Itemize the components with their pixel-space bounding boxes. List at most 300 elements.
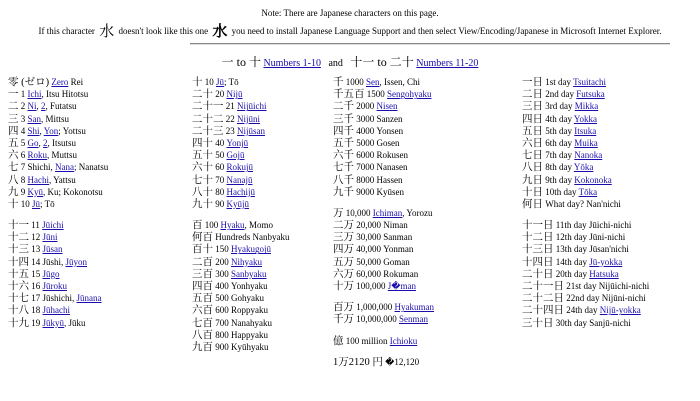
list-item [522,149,649,161]
reading-link[interactable]: Nijūichi [237,101,267,112]
kanji: 何百 [192,232,213,244]
reading: Nijūni-nichi [601,293,646,304]
kanji: 三千 [333,113,354,125]
list-item [8,219,108,231]
kanji: 九 [8,186,19,198]
numeral: 4 [18,125,28,136]
reading-link[interactable]: Hyakugojū [231,244,271,255]
numeral: 700 [213,317,231,328]
nav-kanji-1: 一 to 十 [221,55,261,69]
reading-link[interactable]: Nanajū [226,174,253,185]
kanji: 零 (ゼロ) [8,77,50,88]
numeral: 5th day [543,125,575,136]
numeral: 21st day [564,281,599,291]
numeral: 18 [29,305,43,316]
numeral: 900 [213,341,231,352]
list-item [192,174,289,186]
kanji: 十六 [8,281,29,292]
reading-link[interactable]: Go [27,137,39,148]
reading-link[interactable]: Yōka [573,162,594,173]
numeral: 100,000 [354,281,388,291]
reading-extra: , Itsutsu [47,137,77,148]
kanji: 百 [192,220,203,232]
kanji: 五十 [192,150,213,162]
list-item [522,137,649,149]
numeral: 100 [202,220,221,231]
list-item [192,88,289,100]
reading-link[interactable]: Hyaku [220,220,245,231]
list-item [8,292,108,304]
list-item [522,292,649,304]
reading-link[interactable]: Jūhachi [42,305,70,316]
list-item [522,174,649,186]
list-item [8,113,108,125]
reading-extra: , Muttsu [47,150,78,161]
reading-extra: ; Nanatsu [74,162,109,173]
list-item [333,268,434,280]
reading: Sanman [383,232,413,243]
reading-link[interactable]: Nijū [226,89,243,100]
list-item [192,317,289,329]
reading: Nanahyaku [231,317,272,328]
kanji: 八百 [192,329,213,341]
list-item [8,231,108,243]
reading: �12,120 [385,356,420,367]
reading: Hundreds Nanbyaku [215,232,290,243]
reading-link[interactable]: Tsuitachi [573,77,606,87]
kanji: 六十 [192,162,213,174]
row-gap [333,292,434,301]
sample-char-2: 水 [212,24,228,40]
list-item [522,268,649,280]
list-item [192,100,289,112]
numeral: 19 [29,317,43,328]
list-item [333,88,434,100]
reading-link[interactable]: Mikka [574,101,599,112]
reading: Gosen [376,137,400,148]
kanji: 十五 [8,268,29,280]
reading-link[interactable]: Ichioku [389,335,418,346]
numeral: 800 [213,329,231,340]
list-item [333,161,434,173]
kanji: 二十一 [192,101,224,113]
kanji: 五 [8,137,19,149]
numeral: 2000 [354,101,377,112]
kanji: 二十三 [192,125,224,137]
kanji: 十万 [333,281,354,292]
reading: Sanzen [376,113,403,124]
list-item [333,113,434,125]
reading-link[interactable]: Tōka [578,186,598,197]
list-item [8,76,108,88]
list-item [522,304,649,316]
kanji: 一 [8,89,19,101]
reading-link[interactable]: 2 [43,137,48,148]
numeral: 10 [202,77,216,87]
reading-link[interactable]: Yokka [573,113,598,124]
kanji: 二十 [192,89,213,101]
kanji: 五万 [333,256,354,268]
kanji: 四百 [192,281,213,292]
reading-link[interactable]: Hatsuka [589,268,619,279]
reading: Jūichi-nichi [588,220,632,231]
reading-link[interactable]: Hyakuman [394,302,434,313]
reading-link[interactable]: Jūsan [42,244,63,255]
numeral: 100 million [343,335,390,346]
list-item [8,149,108,161]
reading-link[interactable]: Kyū [27,186,43,197]
list-item [8,317,108,329]
reading-link[interactable]: Jūkyū [42,317,65,328]
numeral: 22 [223,113,237,124]
kanji: 七 [8,162,19,174]
numeral: 9000 [354,186,377,197]
kanji: 八 [8,174,19,186]
reading-link[interactable]: Ni [27,101,37,112]
numeral: 30th day [553,317,590,328]
reading-link[interactable]: Jūichi [42,220,64,231]
list-item [333,243,434,255]
reading-link[interactable]: Ichi [27,89,42,100]
reading: Goman [383,256,410,267]
kanji: 十 [8,198,19,210]
reading-link[interactable]: Itsuka [574,125,597,136]
numeral: 60 [213,162,227,173]
numeral: 10th day [543,186,579,197]
numeral: 5 [18,137,28,148]
list-item: 二 2 Ni, 2, Futatsu [8,101,77,113]
numeral: 8000 [354,174,377,185]
list-item [333,313,434,325]
reading-link[interactable]: Muika [574,137,598,148]
kanji: 二十二 [192,113,224,125]
reading-link[interactable]: Nisen [376,101,398,112]
list-item [192,161,289,173]
list-item [522,186,649,198]
list-item [333,256,434,268]
reading: Kyūhyaku [231,341,269,352]
kanji: 三十日 [522,317,554,329]
list-item [192,231,289,243]
kanji: 八千 [333,174,354,186]
kanji: 何日 [522,198,543,210]
numeral: 50,000 [354,256,384,267]
kanji: 七千 [333,162,354,174]
list-item [333,335,434,347]
kanji: 二十日 [522,268,554,280]
reading-link[interactable]: Yon [43,125,59,136]
reading: Hassen [376,174,403,185]
numeral: 12 [29,232,43,243]
reading: Jūshi, [42,256,66,267]
encoding-instructions [0,20,700,41]
numeral: 15 [29,268,43,279]
instr-mid: doesn't look like this one [118,26,209,36]
list-item [192,292,289,304]
reading-link[interactable]: Jūni [42,232,58,243]
numeral: 13 [29,244,43,255]
list-item [522,231,649,243]
kanji: 億 [333,335,344,347]
list-item [522,243,649,255]
reading: Jūni-nichi [589,232,626,243]
reading-link[interactable]: Roku [27,150,48,161]
reading-link[interactable]: Zero [51,77,69,87]
reading: Gohyaku [231,293,264,304]
kanji: 十七 [8,293,29,305]
numeral: 11th day [553,220,589,231]
numeral: 2nd day [543,89,577,100]
kanji: 二 [8,101,19,113]
reading: Jūshichi, [42,293,77,304]
list-item [192,280,289,292]
kanji: 五日 [522,125,543,137]
kanji: 十一 [8,220,29,232]
numeral: 17 [29,293,43,304]
reading-extra: ; Yottsu [58,125,86,136]
sample-char-1: 水 [99,24,115,40]
reading: What day? Nan'nichi [545,198,621,209]
kanji: 万 [333,207,344,219]
reading-link[interactable]: San [27,113,41,124]
list-item [333,356,434,368]
kanji: 七百 [192,317,213,329]
list-item [192,268,289,280]
reading-link[interactable]: Sengohyaku [387,89,432,100]
list-item [8,186,108,198]
reading-link[interactable]: Jūnana [76,293,102,304]
kanji: 三 [8,113,19,125]
numeral: 8 [18,174,28,185]
kanji: 十日 [522,186,543,198]
numeral: 7 [18,162,28,173]
list-item [333,125,434,137]
numeral: 1,000,000 [354,302,395,313]
reading-extra: , Jūku [64,317,86,328]
reading: Yonhyaku [231,281,268,291]
reading: Jūsan'nichi [589,244,629,255]
list-item [522,113,649,125]
reading: Sanjū-nichi [589,317,631,328]
list-item [522,161,649,173]
kanji: 六 [8,150,19,162]
range-nav [0,53,700,70]
kanji: 八十 [192,186,213,198]
numeral: 1st day [543,77,574,87]
kanji: 六万 [333,268,354,280]
kanji: 六日 [522,137,543,149]
numeral: 40 [213,137,227,148]
kanji: 九千 [333,186,354,198]
reading-link[interactable]: Nijū-yokka [599,305,641,316]
reading-extra: , Yorozu [402,207,433,218]
numeral: 1500 [364,89,387,100]
list-item [333,137,434,149]
kanji: 千万 [333,314,354,326]
reading: Roppyaku [231,305,268,316]
reading-link[interactable]: Hachi [27,174,49,185]
reading-link[interactable]: Kokonoka [574,174,612,185]
kanji: 二十四日 [522,305,564,317]
column-days [522,76,649,329]
list-item [333,207,434,219]
reading-extra: , Issen, Chi [379,77,420,87]
list-item [333,280,434,292]
reading: Yonman [383,244,414,255]
reading: Rokusen [376,150,408,161]
list-item [192,329,289,341]
divider [190,43,670,45]
list-item [522,100,649,112]
kanji: 七日 [522,150,543,162]
numeral: 8th day [543,162,574,173]
reading-link[interactable]: Futsuka [576,89,605,100]
numeral: 4th day [543,113,574,124]
list-item [192,341,289,353]
reading-link[interactable]: Nijūsan [237,125,265,136]
numeral: 9th day [543,174,575,185]
reading: Nanasen [376,162,408,173]
reading-link[interactable]: Ichiman [372,207,403,218]
reading-link[interactable]: Nanoka [574,150,603,161]
list-item [8,198,108,210]
reading-extra: , Mittsu [41,113,70,124]
list-item [333,301,434,313]
reading-link[interactable]: Jūroku [42,281,67,291]
numeral: 7th day [543,150,575,161]
kanji: 五百 [192,293,213,305]
reading-link[interactable]: Jū-yokka [589,256,623,267]
reading: Niman [383,220,408,231]
reading: Nijūichi-nichi [598,281,650,291]
kanji: 四万 [333,244,354,256]
kanji: 二千 [333,101,354,113]
reading-extra: , Futatsu [45,101,77,112]
numeral: 1000 [343,77,366,87]
kanji: 五千 [333,137,354,149]
numeral: 500 [213,293,231,304]
list-item [522,256,649,268]
numeral: 10,000 [343,207,373,218]
page-note: Note: There are Japanese characters on this page. [261,8,439,18]
numeral: 150 [213,244,231,255]
reading-link[interactable]: Sen [366,77,380,87]
numbers-11-20-link[interactable]: Numbers 11-20 [416,58,479,69]
reading-link[interactable]: Gojū [226,150,245,161]
kanji: 二十一日 [522,281,564,292]
row-gap [8,210,108,219]
numeral: 14 [29,256,43,267]
list-item [8,161,108,173]
reading-extra: , Ku; Kokonotsu [43,186,103,197]
list-item [522,88,649,100]
reading-link[interactable]: Shi [27,125,40,136]
numeral: 60,000 [354,268,384,279]
reading: Shichi, [27,162,56,173]
list-item [192,76,289,88]
kanji: 十 [192,77,203,88]
kanji: 四日 [522,113,543,125]
numeral: 10,000,000 [354,314,399,325]
reading-link[interactable]: Nijūni [237,113,261,124]
kanji: 四千 [333,125,354,137]
row-gap [192,210,289,219]
row-gap [333,347,434,356]
nav-kanji-2: 十一 to 二十 [350,55,414,69]
numeral: 7000 [354,162,377,173]
list-item [192,198,289,210]
reading-link[interactable]: Yonjū [226,137,249,148]
column-basic-numbers [8,76,108,329]
kanji: 十四 [8,256,29,268]
numeral: 21 [223,101,237,112]
numeral: 3 [18,113,28,124]
column-thousands [333,76,434,368]
kanji: 百万 [333,302,354,314]
numeral: 80 [213,186,227,197]
reading-extra: Rei [68,77,84,87]
reading-link[interactable]: Jū [32,198,41,209]
reading-extra: ; Tō [40,198,55,209]
reading-extra: ; Tō [224,77,239,87]
reading-link[interactable]: Jūgo [42,268,60,279]
reading-link[interactable]: Nana [55,162,75,173]
row-gap [333,326,434,335]
reading-link[interactable]: Sanbyaku [231,268,267,279]
kanji: 1万2120 円 [333,356,383,368]
numeral: 6000 [354,150,377,161]
instr-post: you need to install Japanese Language Support and then select View/Encoding/Japanese in Microsoft Internet Explorer. [231,26,662,36]
numeral: 6 [18,150,28,161]
reading-link[interactable]: Rokujū [226,162,254,173]
kanji: 一日 [522,77,543,88]
reading-link[interactable]: J�man [387,281,416,291]
numeral: 2 [18,101,28,112]
list-item [192,243,289,255]
reading-link[interactable]: Jū [216,77,225,87]
list-item [192,113,289,125]
kanji: 百十 [192,244,213,256]
list-item [192,186,289,198]
reading: Kyūsen [376,186,404,197]
reading-link[interactable]: Nihyaku [231,256,262,267]
list-item [192,125,289,137]
list-item [333,149,434,161]
numeral: 300 [213,268,231,279]
kanji: 十二日 [522,232,554,244]
numbers-1-10-link[interactable]: Numbers 1-10 [263,58,321,69]
reading-link[interactable]: Kyūjū [226,198,249,209]
list-item [333,186,434,198]
numeral: 600 [213,305,231,316]
list-item [333,100,434,112]
column-tens-hundreds [192,76,289,353]
list-item [8,304,108,316]
reading-link[interactable]: 2 [41,101,46,112]
numeral: 11 [29,220,43,231]
reading-extra: , Itsu Hitotsu [41,89,89,100]
reading-link[interactable]: Jūyon [65,256,88,267]
list-item [8,243,108,255]
numeral: 50 [213,150,227,161]
reading-link[interactable]: Hachijū [226,186,255,197]
reading-link[interactable]: Senman [399,314,428,325]
numeral: 40,000 [354,244,384,255]
reading: Rokuman [383,268,419,279]
kanji: 六百 [192,305,213,317]
kanji: 三日 [522,101,543,113]
reading-extra: , Yattsu [49,174,76,185]
